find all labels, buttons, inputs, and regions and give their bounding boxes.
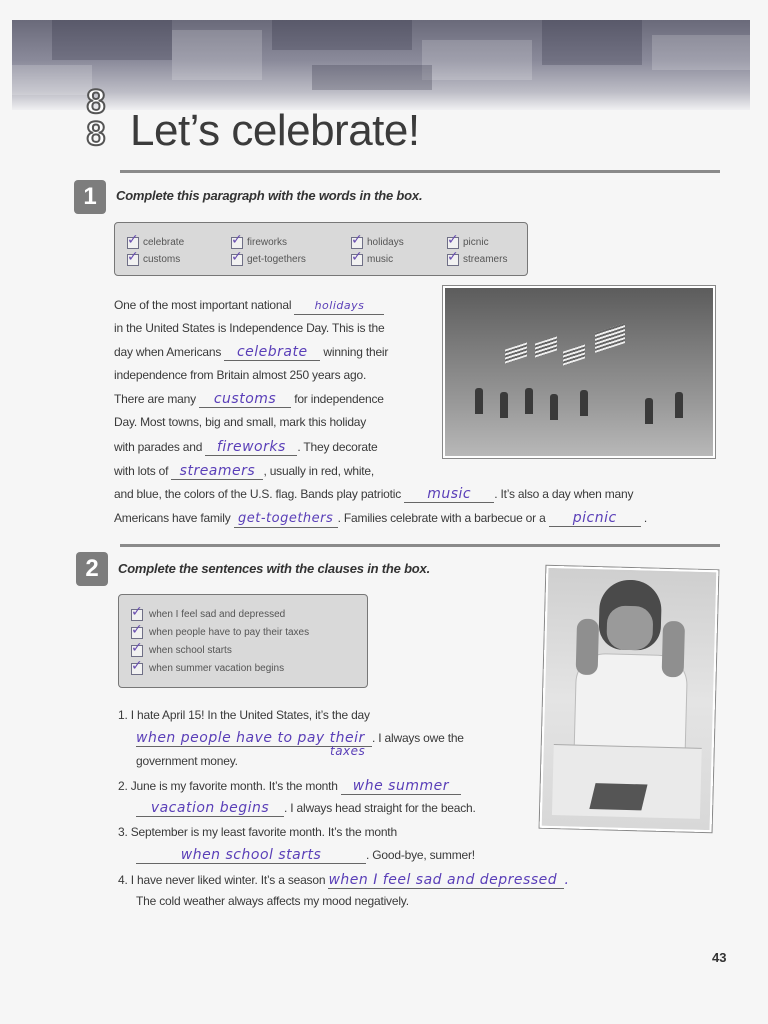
answer-blank[interactable]: customs [199, 391, 291, 408]
answer-blank[interactable]: music [404, 486, 494, 503]
calculator [589, 783, 647, 810]
flag [535, 336, 557, 357]
exercise-2-number: 2 [76, 552, 108, 586]
marcher [500, 392, 508, 418]
checkbox-music[interactable] [351, 254, 363, 266]
person-face [606, 605, 653, 650]
checkbox-holidays[interactable] [351, 237, 363, 249]
exercise-2-instruction: Complete the sentences with the clauses in the box. [118, 561, 430, 576]
title-divider [120, 170, 720, 173]
answer-blank[interactable]: streamers [171, 463, 263, 480]
page-number: 43 [712, 950, 727, 965]
marcher [525, 388, 533, 414]
marcher [675, 392, 683, 418]
checkbox-get-togethers[interactable] [231, 254, 243, 266]
checkbox-picnic[interactable] [447, 237, 459, 249]
item-4-continuation: The cold weather always affects my mood negatively. [136, 894, 409, 908]
exercise-1-number: 1 [74, 180, 106, 214]
paragraph-line: with lots of streamers , usually in red, white, [114, 463, 375, 479]
clause-2: when people have to pay their taxes [149, 627, 310, 638]
section-divider [120, 544, 720, 547]
checkbox-streamers[interactable] [447, 254, 459, 266]
clause-3: when school starts [149, 645, 232, 656]
answer-blank[interactable]: fireworks [205, 439, 297, 456]
paragraph-line: and blue, the colors of the U.S. flag. Bands play patriotic music . It’s also a day when many [114, 486, 634, 502]
clause-1: when I feel sad and depressed [149, 609, 286, 620]
stressed-person-photo [540, 566, 719, 832]
word-box [114, 222, 528, 276]
checkbox-fireworks[interactable] [231, 237, 243, 249]
item-4: 4. I have never liked winter. It’s a season when I feel sad and depressed . [118, 872, 570, 888]
answer-blank[interactable]: picnic [549, 510, 641, 527]
paragraph-line: with parades and fireworks . They decorate [114, 439, 378, 455]
marcher [580, 390, 588, 416]
unit-title: Let’s celebrate! [130, 106, 420, 155]
flag [505, 342, 527, 363]
word-customs: customs [143, 254, 181, 265]
answer-blank[interactable]: celebrate [224, 344, 320, 361]
word-fireworks: fireworks [247, 237, 288, 248]
unit-number: 8 8 [86, 83, 106, 153]
person-hand-left [576, 619, 599, 676]
word-music: music [367, 254, 394, 265]
answer-blank[interactable]: vacation begins [136, 800, 284, 817]
checkbox-clause-3[interactable] [131, 645, 143, 657]
checkbox-celebrate[interactable] [127, 237, 139, 249]
answer-extra: taxes [330, 744, 366, 758]
checkbox-customs[interactable] [127, 254, 139, 266]
item-2: 2. June is my favorite month. It’s the month whe summer [118, 778, 461, 795]
paragraph-line: Americans have family get-togethers . Families celebrate with a barbecue or a picnic . [114, 510, 647, 526]
word-picnic: picnic [463, 237, 489, 248]
parade-photo [443, 286, 715, 458]
word-holidays: holidays [367, 237, 404, 248]
word-streamers: streamers [463, 254, 508, 265]
paragraph-line: in the United States is Independence Day. This is the [114, 321, 385, 335]
checkbox-clause-2[interactable] [131, 627, 143, 639]
marcher [645, 398, 653, 424]
paragraph-line: independence from Britain almost 250 years ago. [114, 368, 367, 382]
word-celebrate: celebrate [143, 237, 185, 248]
flag [595, 323, 625, 353]
item-3-answer-line: when school starts . Good-bye, summer! [136, 847, 475, 864]
answer-blank[interactable]: whe summer [341, 778, 461, 795]
answer-blank[interactable]: when people have to pay their [136, 730, 372, 747]
paragraph-line: One of the most important national holidays [114, 298, 384, 315]
answer-blank[interactable]: holidays [294, 298, 384, 315]
item-2-answer-line: vacation begins . I always head straight for the beach. [136, 800, 476, 817]
person-hand-right [662, 621, 685, 678]
checkbox-clause-1[interactable] [131, 609, 143, 621]
item-1-continuation: government money. [136, 754, 238, 768]
item-3: 3. September is my least favorite month. It’s the month [118, 825, 397, 839]
item-1-answer-line: when people have to pay their . I always owe the [136, 730, 464, 746]
marcher [550, 394, 558, 420]
flag [563, 344, 585, 365]
paragraph-line: There are many customs for independence [114, 391, 384, 407]
header-banner [12, 20, 750, 110]
marcher [475, 388, 483, 414]
exercise-1-instruction: Complete this paragraph with the words in the box. [116, 188, 423, 203]
answer-blank[interactable]: when school starts [136, 847, 366, 864]
answer-blank[interactable]: get-togethers [234, 511, 338, 528]
word-get-togethers: get-togethers [247, 254, 306, 265]
answer-blank[interactable]: when I feel sad and depressed [328, 872, 564, 889]
paragraph-line: Day. Most towns, big and small, mark this holiday [114, 415, 367, 429]
item-1: 1. I hate April 15! In the United States, it’s the day [118, 708, 370, 722]
checkbox-clause-4[interactable] [131, 663, 143, 675]
clause-4: when summer vacation begins [149, 663, 285, 674]
paragraph-line: day when Americans celebrate winning their [114, 344, 389, 360]
clause-box [118, 594, 368, 688]
